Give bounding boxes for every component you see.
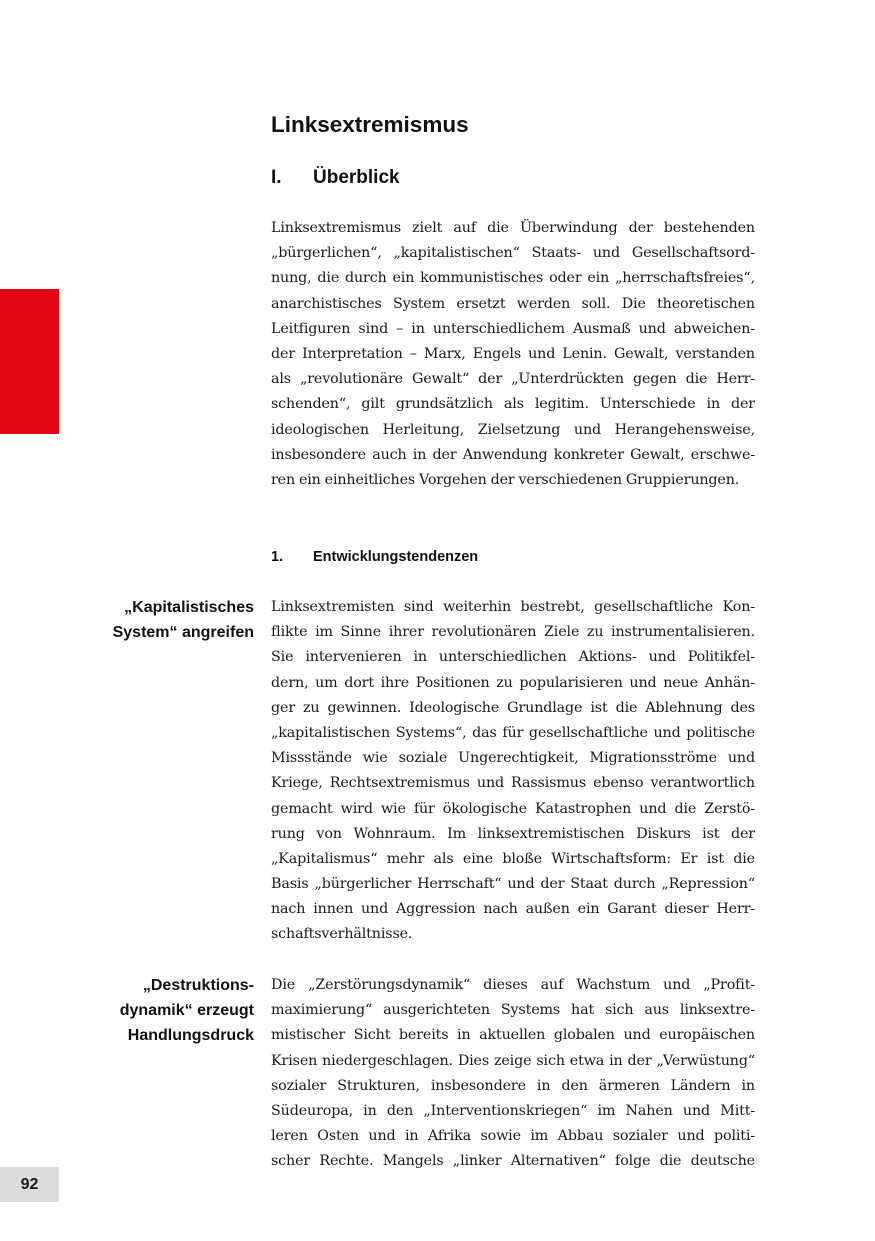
section-heading: [271, 165, 400, 191]
text-line: gemacht wird wie für ökologische Katastrophen und die Zerstö-: [271, 800, 755, 817]
intro-paragraph: [271, 216, 755, 493]
text-line: maximierung“ ausgerichteten Systems hat sich aus linksextre-: [271, 1002, 755, 1019]
section-number: I.: [271, 167, 282, 188]
text-line: flikte im Sinne ihrer revolutionären Ziele zu instrumentalisieren.: [271, 624, 755, 641]
margin-note-kapitalistisches-system: [84, 595, 254, 645]
text-line: nach innen und Aggression nach außen ein Garant dieser Herr-: [271, 901, 755, 918]
text-line: leren Osten und in Afrika sowie im Abbau sozialer und politi-: [271, 1128, 755, 1145]
text-line: der Interpretation – Marx, Engels und Lenin. Gewalt, verstanden: [271, 345, 755, 362]
text-line: „Kapitalismus“ mehr als eine bloße Wirtschaftsform: Er ist die: [271, 850, 755, 867]
paragraph-kapitalismus: [271, 595, 755, 948]
text-line: Leitfiguren sind – in unterschiedlichem Ausmaß und abweichen-: [271, 320, 755, 337]
text-line: sozialer Strukturen, insbesondere in den ärmeren Ländern in: [271, 1077, 755, 1094]
text-line: dern, um dort ihre Positionen zu popularisieren und neue Anhän-: [271, 674, 755, 691]
subsection-title: Entwicklungstendenzen: [313, 549, 479, 565]
text-line: schaftsverhältnisse.: [271, 926, 413, 943]
text-line: Südeuropa, in den „Interventionskriegen“ im Nahen und Mitt-: [271, 1102, 755, 1119]
subsection-number: 1.: [271, 549, 284, 565]
text-line: scher Rechte. Mangels „linker Alternativen“ folge die deutsche: [271, 1153, 755, 1170]
text-line: ger zu gewinnen. Ideologische Grundlage ist die Ablehnung des: [271, 699, 755, 716]
margin-note-line: „Destruktions-: [142, 977, 254, 994]
text-line: insbesondere auch in der Anwendung konkreter Gewalt, erschwe-: [271, 446, 755, 463]
subsection-heading: [271, 546, 478, 568]
text-line: Linksextremisten sind weiterhin bestrebt, gesellschaftliche Kon-: [271, 599, 755, 615]
text-line: mistischer Sicht bereits in aktuellen globalen und europäischen: [271, 1027, 755, 1044]
text-line: rung von Wohnraum. Im linksextremistischen Diskurs ist der: [271, 825, 755, 842]
text-line: ideologischen Herleitung, Zielsetzung und Herangehensweise,: [271, 421, 755, 438]
section-title: Überblick: [313, 167, 400, 188]
text-line: nung, die durch ein kommunistisches oder ein „herrschaftsfreies“,: [271, 270, 755, 287]
text-line: schenden“, gilt grundsätzlich als legitim. Unterschiede in der: [271, 396, 755, 413]
text-line: „kapitalistischen Systems“, das für gesellschaftliche und politische: [271, 724, 755, 741]
text-line: anarchistisches System ersetzt werden soll. Die theoretischen: [271, 295, 755, 312]
text-line: Missstände wie soziale Ungerechtigkeit, Migrationsströme und: [271, 750, 755, 767]
margin-note-line: Handlungsdruck: [127, 1027, 254, 1045]
margin-note-line: dynamik“ erzeugt: [119, 1002, 254, 1020]
paragraph-zerstoerungsdynamik: [271, 973, 755, 1175]
text-line: ren ein einheitliches Vorgehen der verschiedenen Gruppierungen.: [271, 471, 740, 488]
text-line: Krisen niedergeschlagen. Dies zeige sich etwa in der „Verwüstung“: [271, 1052, 755, 1069]
text-line: Die „Zerstörungsdynamik“ dieses auf Wachstum und „Profit-: [271, 977, 755, 993]
margin-note-line: System“ angreifen: [112, 624, 254, 642]
page-number: 92: [0, 1167, 59, 1202]
page-title: Linksextremismus: [271, 112, 469, 137]
text-line: Sie intervenieren in unterschiedlichen Aktions- und Politikfel-: [271, 649, 755, 666]
text-line: als „revolutionäre Gewalt“ der „Unterdrückten gegen die Herr-: [271, 371, 755, 388]
margin-note-destruktionsdynamik: [84, 973, 254, 1049]
margin-note-line: „Kapitalistisches: [124, 599, 254, 616]
text-line: Basis „bürgerlicher Herrschaft“ und der Staat durch „Repression“: [271, 876, 755, 893]
text-line: Kriege, Rechtsextremismus und Rassismus ebenso verantwortlich: [271, 775, 755, 792]
chapter-color-tab: [0, 289, 59, 434]
text-line: „bürgerlichen“, „kapitalistischen“ Staats- und Gesellschaftsord-: [271, 245, 755, 262]
text-line: Linksextremismus zielt auf die Überwindung der bestehenden: [271, 220, 755, 236]
